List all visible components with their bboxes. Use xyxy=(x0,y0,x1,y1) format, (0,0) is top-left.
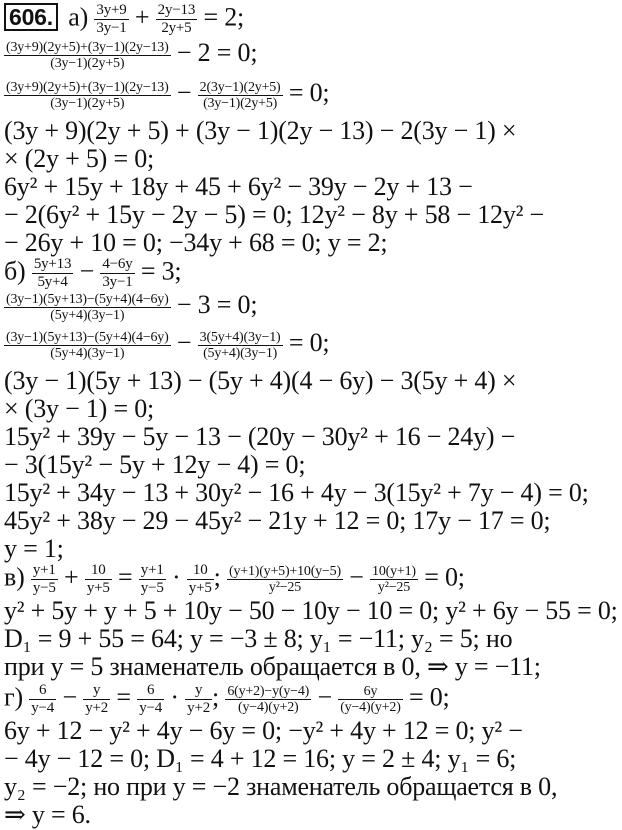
fraction: $\frac{6(y+2)-y(y-4)}{(y-4)(y+2)}$ xyxy=(227,684,310,715)
fraction: $\frac{4-6y}{3y-1}$ xyxy=(102,256,133,290)
part-a-equation: 606. а) $\frac{3y+9}{3y-1}$ + $\frac{2y-13}{2y+5}$ = 2; xyxy=(4,2,244,37)
part-a-line-4: (3y + 9)(2y + 5) + (3y − 1)(2y − 13) − 2(3y − 1) × xyxy=(4,116,517,145)
fraction: $\frac{2y-13}{2y+5}$ xyxy=(157,2,196,36)
fraction: $\frac{(3y+9)(2y+5)+(3y-1)(2y-13)}{(3y-1)(2y+5)}$ xyxy=(6,39,169,71)
part-b-step-2: $\frac{(3y-1)(5y+13)-(5y+4)(4-6y)}{(5y+4)(3y-1)}$ − $\frac{3(5y+4)(3y-1)}{(5y+4)(3y-1)}$ = 0; xyxy=(6,328,330,361)
part-v-equation: в) $\frac{y+1}{y-5}$ + $\frac{10}{y+5}$ = $\frac{y+1}{y-5}$ · $\frac{10}{y+5}$ ; $\frac{(y+1)(y+5)+10(y-5)}{\text{y²−25}}$ − $\frac{10(y+1)}{\text{y²−25}}$ = 0; xyxy=(4,562,465,596)
fraction: $\frac{y+1}{y-5}$ xyxy=(140,562,164,596)
part-b-line-7: − 3(15y² − 5y + 12y − 4) = 0; xyxy=(4,450,306,479)
fraction: $\frac{10(y+1)}{\text{y²−25}}$ xyxy=(372,564,416,595)
part-a-step-1: $\frac{(3y+9)(2y+5)+(3y-1)(2y-13)}{(3y-1)(2y+5)}$ − 2 = 0; xyxy=(6,38,258,71)
part-b-line-4: (3y − 1)(5y + 13) − (5y + 4)(4 − 6y) − 3(5y + 4) × xyxy=(4,366,517,395)
fraction: $\frac{10}{y+5}$ xyxy=(86,562,110,596)
part-b-line-10: y = 1; xyxy=(4,534,64,563)
part-b-line-9: 45y² + 38y − 29 − 45y² − 21y + 12 = 0; 17y − 17 = 0; xyxy=(4,506,551,535)
fraction: $\frac{6y}{(y-4)(y+2)}$ xyxy=(340,684,401,715)
problem-number: 606. xyxy=(4,3,58,31)
fraction: $\frac{y+1}{y-5}$ xyxy=(32,562,56,596)
part-b-line-5: × (3y − 1) = 0; xyxy=(4,394,155,423)
part-b-step-1: $\frac{(3y-1)(5y+13)-(5y+4)(4-6y)}{(5y+4)(3y-1)}$ − 3 = 0; xyxy=(6,290,258,323)
part-v-line-2: y² + 5y + y + 5 + 10y − 50 − 10y − 10 = 0; y² + 6y − 55 = 0; xyxy=(4,596,618,625)
fraction: $\frac{y}{y+2}$ xyxy=(187,682,211,716)
part-g-line-2: 6y + 12 − y² + 4y − 6y = 0; −y² + 4y + 12 = 0; y² − xyxy=(4,716,523,745)
part-v-line-4: при y = 5 знаменатель обращается в 0, ⇒ y = −11; xyxy=(4,652,541,681)
part-g-line-3: − 4y − 12 = 0; D₁ = 4 + 12 = 16; y = 2 ± 4; y₁ = 6; xyxy=(4,744,517,773)
part-a-line-8: − 26y + 10 = 0; −34y + 68 = 0; y = 2; xyxy=(4,228,388,257)
fraction: $\frac{(y+1)(y+5)+10(y-5)}{\text{y²−25}}$ xyxy=(228,564,341,595)
fraction: $\frac{5y+13}{5y+4}$ xyxy=(33,256,72,290)
part-b-label: б) xyxy=(4,256,26,286)
fraction: $\frac{3(5y+4)(3y-1)}{(5y+4)(3y-1)}$ xyxy=(199,329,281,361)
fraction: $\frac{2(3y-1)(2y+5)}{(3y-1)(2y+5)}$ xyxy=(199,79,281,111)
part-g-line-5: ⇒ y = 6. xyxy=(4,800,91,829)
fraction: $\frac{3y+9}{3y-1}$ xyxy=(96,2,127,36)
part-b-line-8: 15y² + 34y − 13 + 30y² − 16 + 4y − 3(15y² + 7y − 4) = 0; xyxy=(4,478,589,507)
fraction: $\frac{6}{y-4}$ xyxy=(31,682,55,716)
part-g-label: г) xyxy=(4,682,23,712)
part-a-line-5: × (2y + 5) = 0; xyxy=(4,144,155,173)
part-b-equation: б) $\frac{5y+13}{5y+4}$ − $\frac{4-6y}{3y-1}$ = 3; xyxy=(4,256,182,290)
part-g-line-4: y₂ = −2; но при y = −2 знаменатель обращается в 0, xyxy=(4,772,558,801)
part-a-line-6: 6y² + 15y + 18y + 45 + 6y² − 39y − 2y + 13 − xyxy=(4,172,473,201)
fraction: $\frac{y}{y+2}$ xyxy=(85,682,109,716)
part-b-line-6: 15y² + 39y − 5y − 13 − (20y − 30y² + 16 − 24y) − xyxy=(4,422,516,451)
fraction: $\frac{(3y-1)(5y+13)-(5y+4)(4-6y)}{(5y+4)(3y-1)}$ xyxy=(6,291,169,323)
part-a-step-2: $\frac{(3y+9)(2y+5)+(3y-1)(2y-13)}{(3y-1)(2y+5)}$ − $\frac{2(3y-1)(2y+5)}{(3y-1)(2y+5)}$ = 0; xyxy=(6,78,330,111)
part-a-label: а) xyxy=(68,2,89,32)
fraction: $\frac{6}{y-4}$ xyxy=(139,682,163,716)
part-a-line-7: − 2(6y² + 15y − 2y − 5) = 0; 12y² − 8y + 58 − 12y² − xyxy=(4,200,544,229)
part-v-label: в) xyxy=(4,562,25,592)
fraction: $\frac{(3y+9)(2y+5)+(3y-1)(2y-13)}{(3y-1)(2y+5)}$ xyxy=(6,79,169,111)
part-v-line-3: D₁ = 9 + 55 = 64; y = −3 ± 8; y₁ = −11; y₂ = 5; но xyxy=(4,624,513,653)
part-g-equation: г) $\frac{6}{y-4}$ − $\frac{y}{y+2}$ = $\frac{6}{y-4}$ · $\frac{y}{y+2}$ ; $\frac{6(y+2)-y(y-4)}{(y-4)(y+2)}$ − $\frac{6y}{(y-4)(y+2)}$ = 0; xyxy=(4,682,450,716)
fraction: $\frac{10}{y+5}$ xyxy=(188,562,212,596)
fraction: $\frac{(3y-1)(5y+13)-(5y+4)(4-6y)}{(5y+4)(3y-1)}$ xyxy=(6,329,169,361)
